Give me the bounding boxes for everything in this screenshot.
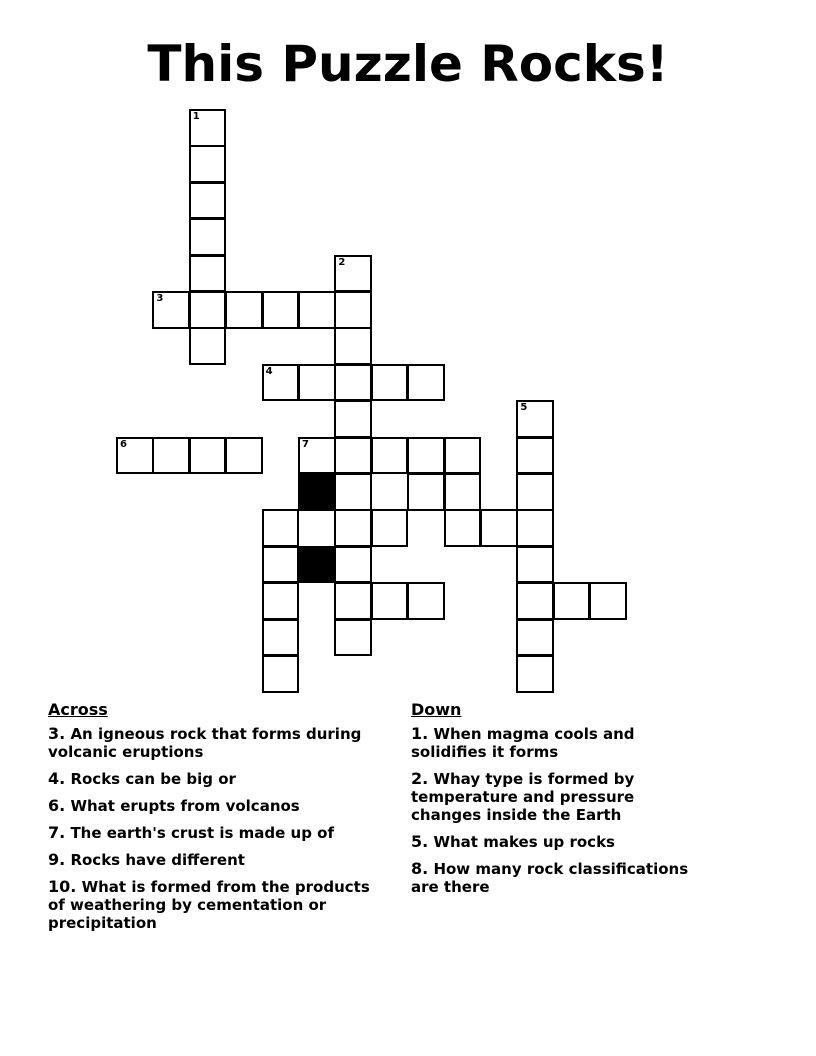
clue-number: 3. bbox=[48, 724, 66, 743]
grid-cell[interactable] bbox=[189, 327, 227, 365]
clue-number: 6. bbox=[48, 796, 66, 815]
down-clue bbox=[411, 770, 701, 824]
down-clue bbox=[411, 860, 701, 896]
grid-cell[interactable] bbox=[334, 546, 372, 584]
grid-cell[interactable] bbox=[516, 473, 554, 511]
grid-cell[interactable] bbox=[444, 473, 482, 511]
across-clue bbox=[48, 797, 383, 815]
grid-cell[interactable] bbox=[516, 546, 554, 584]
clue-text: How many rock classifications are there bbox=[411, 860, 689, 896]
clue-text: Rocks can be big or bbox=[70, 770, 236, 788]
grid-cell[interactable] bbox=[225, 291, 263, 329]
clue-text: When magma cools and solidifies it forms bbox=[411, 725, 635, 761]
down-clue bbox=[411, 725, 701, 761]
grid-cell[interactable] bbox=[516, 400, 554, 438]
grid-cell[interactable] bbox=[334, 327, 372, 365]
clue-text: What makes up rocks bbox=[433, 833, 615, 851]
grid-cell[interactable] bbox=[262, 291, 300, 329]
clue-number-label: 2 bbox=[338, 256, 346, 268]
grid-cell[interactable] bbox=[407, 364, 445, 402]
grid-cell[interactable] bbox=[371, 437, 409, 475]
clue-number-label: 1 bbox=[192, 111, 200, 122]
grid-cell[interactable] bbox=[189, 145, 227, 183]
black-cell bbox=[298, 473, 336, 511]
grid-cell[interactable] bbox=[516, 655, 554, 693]
grid-cell[interactable] bbox=[152, 437, 190, 475]
clue-text: Rocks have different bbox=[70, 851, 245, 869]
black-cell bbox=[298, 546, 336, 584]
grid-cell[interactable] bbox=[334, 364, 372, 402]
grid-cell[interactable] bbox=[262, 364, 300, 402]
puzzle-title: This Puzzle Rocks! bbox=[147, 35, 669, 93]
grid-cell[interactable] bbox=[262, 582, 300, 620]
grid-cell[interactable] bbox=[407, 473, 445, 511]
grid-cell[interactable] bbox=[553, 582, 591, 620]
down-heading: Down bbox=[411, 700, 462, 719]
grid-cell[interactable] bbox=[407, 437, 445, 475]
grid-cell[interactable] bbox=[189, 109, 227, 147]
clue-number: 4. bbox=[48, 769, 66, 788]
grid-cell[interactable] bbox=[407, 582, 445, 620]
clue-number-label: 7 bbox=[302, 438, 309, 450]
clue-number-label: 3 bbox=[156, 293, 164, 304]
grid-cell[interactable] bbox=[334, 291, 372, 329]
clue-number-label: 6 bbox=[120, 438, 127, 450]
grid-cell[interactable] bbox=[516, 619, 554, 657]
clue-text: What erupts from volcanos bbox=[70, 797, 300, 815]
grid-cell[interactable] bbox=[298, 437, 336, 475]
grid-cell[interactable] bbox=[589, 582, 627, 620]
grid-cell[interactable] bbox=[189, 291, 227, 329]
grid-cell[interactable] bbox=[334, 619, 372, 657]
grid-cell[interactable] bbox=[262, 619, 300, 657]
grid-cell[interactable] bbox=[371, 582, 409, 620]
grid-cell[interactable] bbox=[516, 437, 554, 475]
across-clue bbox=[48, 725, 383, 761]
grid-cell[interactable] bbox=[189, 437, 227, 475]
grid-cell[interactable] bbox=[371, 509, 409, 547]
grid-cell[interactable] bbox=[189, 255, 227, 293]
grid-cell[interactable] bbox=[189, 218, 227, 256]
grid-cell[interactable] bbox=[334, 473, 372, 511]
clue-number: 7. bbox=[48, 823, 66, 842]
grid-cell[interactable] bbox=[189, 182, 227, 220]
grid-cell[interactable] bbox=[334, 582, 372, 620]
grid-cell[interactable] bbox=[371, 364, 409, 402]
grid-cell[interactable] bbox=[444, 437, 482, 475]
across-clue bbox=[48, 824, 383, 842]
clue-number: 2. bbox=[411, 769, 429, 788]
clue-text: Whay type is formed by temperature and pressure changes inside the Earth bbox=[411, 770, 635, 824]
across-clue bbox=[48, 851, 383, 869]
down-clue bbox=[411, 833, 701, 851]
grid-cell[interactable] bbox=[262, 509, 300, 547]
across-clues bbox=[48, 700, 383, 941]
clue-number: 1. bbox=[411, 724, 429, 743]
clue-number: 9. bbox=[48, 850, 66, 869]
across-heading: Across bbox=[48, 700, 108, 719]
clue-number: 8. bbox=[411, 859, 429, 878]
clue-text: What is formed from the products of weathering by cementation or precipitation bbox=[48, 878, 370, 932]
grid-cell[interactable] bbox=[334, 509, 372, 547]
grid-cell[interactable] bbox=[262, 655, 300, 693]
grid-cell[interactable] bbox=[116, 437, 154, 475]
grid-cell[interactable] bbox=[262, 546, 300, 584]
grid-cell[interactable] bbox=[152, 291, 190, 329]
grid-cell[interactable] bbox=[298, 291, 336, 329]
grid-cell[interactable] bbox=[334, 400, 372, 438]
clue-number: 10. bbox=[48, 877, 77, 896]
grid-cell[interactable] bbox=[334, 255, 372, 293]
across-clue bbox=[48, 770, 383, 788]
clue-number-label: 4 bbox=[265, 365, 273, 377]
grid-cell[interactable] bbox=[480, 509, 518, 547]
grid-cell[interactable] bbox=[334, 437, 372, 475]
grid-cell[interactable] bbox=[298, 364, 336, 402]
clue-number: 5. bbox=[411, 832, 429, 851]
grid-cell[interactable] bbox=[225, 437, 263, 475]
across-clue bbox=[48, 878, 383, 932]
clue-number-label: 5 bbox=[520, 402, 528, 414]
grid-cell[interactable] bbox=[516, 582, 554, 620]
clue-text: An igneous rock that forms during volcanic eruptions bbox=[48, 725, 362, 761]
down-clues bbox=[411, 700, 701, 905]
grid-cell[interactable] bbox=[444, 509, 482, 547]
grid-cell[interactable] bbox=[516, 509, 554, 547]
clue-text: The earth's crust is made up of bbox=[70, 824, 334, 842]
